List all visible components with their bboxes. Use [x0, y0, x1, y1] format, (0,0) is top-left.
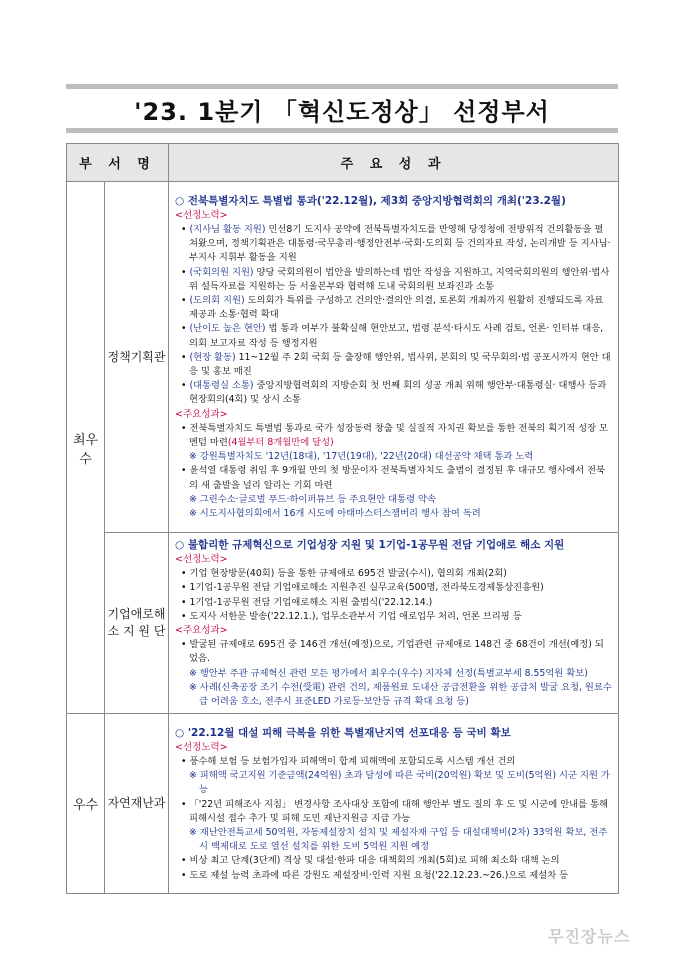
note-item: ※ 재난안전특교세 50억원, 자동제설장치 설치 및 제설자재 구입 등 대설대책비(2차) 33억원 확보, 전주시 백제대로 도로 열선 설치를 위한 도비 5억원 지원 예정	[189, 826, 608, 853]
note-item: ※ 시도지사협의회에서 16개 시도에 아태마스터스잼버리 행사 참여 독려	[189, 508, 481, 520]
effort-label: <선정노력>	[175, 741, 228, 753]
page-title: '23. 1분기 「혁신도정상」 선정부서	[134, 98, 550, 126]
table-row	[67, 533, 619, 714]
effort-label: <선정노력>	[175, 554, 228, 565]
note-item: ※ 강원특별자치도 '12년(18대), '17년(19대), '22년(20대) 대선공약 채택 통과 노력	[189, 451, 534, 463]
list-item: • 풍수해 보험 등 보험가입자 피해액이 합계 피해액에 포함되도록 시스템 개선 건의	[181, 755, 516, 767]
dept-column-header: 부 서 명	[67, 144, 169, 182]
result-cell	[169, 182, 619, 533]
list-item: • (국회의원 지원) 양당 국회의원이 법안을 발의하는데 법안 작성을 지원하고, 지역국회의원의 행안위·법사위 설득자료를 지원하는 등 서울본부와 협력해 도내 국회의원 보좌진과 소통	[181, 266, 610, 292]
result-cell	[169, 714, 619, 894]
list-item: • 윤석열 대통령 취임 후 9개월 만의 첫 방문이자 전북특별자치도 출범이 결정된 후 대규모 행사에서 전북의 새 출발을 널리 알리는 기회 마련	[181, 465, 605, 491]
list-item: • 도지사 서한문 발송('22.12.1.), 업무소관부서 기업 애로업무 처리, 언론 브리핑 등	[181, 610, 522, 622]
note-item: ※ 행안부 주관 규제혁신 관련 모든 평가에서 최우수(우수) 지자체 선정(특별교부세 8.55억원 확보)	[189, 667, 588, 679]
list-item: • 1기업-1공무원 전담 기업애로해소 지원 출범식('22.12.14.)	[181, 596, 433, 608]
awards-table	[66, 143, 619, 894]
list-item: • (도의회 지원) 도의회가 특위를 구성하고 건의안·결의안 의결, 토론회 개최까지 원활히 진행되도록 자료 제공과 소통·협력 확대	[181, 294, 604, 321]
list-item: • 도로 제설 능력 초과에 따른 강원도 제설장비·인력 지원 요청('22.12.23.~26.)으로 제설차 등	[181, 869, 569, 881]
result-label: <주요성과>	[175, 625, 228, 637]
list-item: • (대통령실 소통) 중앙지방협력회의 지방순회 첫 번째 회의 성공 개최 위해 행안부·대통령실· 대행사 등과 현장회의(4회) 및 상시 소통	[181, 380, 607, 406]
table-row	[67, 182, 619, 533]
dept-name: 기업애로해소 지 원 단	[105, 533, 169, 714]
list-item: • (현장 활동) 11~12월 주 2회 국회 등 출장해 행안위, 법사위, 본회의 및 국무회의·법 공포시까지 현안 대응 및 홍보 매진	[181, 351, 611, 377]
table-row	[67, 714, 619, 894]
result-cell	[169, 533, 619, 714]
table-header-row	[67, 144, 619, 182]
list-item: • 「'22년 피해조사 지침」 변경사항 조사대상 포함에 대해 행안부 별도 질의 후 도 및 시군에 안내를 통해 피해시설 접수 추가 및 피해 도민 재난지원금 지급 가능	[181, 798, 609, 824]
row-heading: ○ 전북특별자치도 특별법 통과('22.12월), 제3회 중앙지방협력회의 개최('23.2월)	[175, 194, 566, 207]
result-label: <주요성과>	[175, 408, 228, 420]
list-item: • 비상 최고 단계(3단계) 격상 및 대설·한파 대응 대책회의 개최(5회)로 피해 최소화 대책 논의	[181, 855, 560, 867]
note-item: ※ 그린수소·글로벌 푸드·하이퍼튜브 등 주요현안 대통령 약속	[189, 493, 436, 505]
dept-name: 자연재난과	[105, 714, 169, 894]
result-column-header: 주 요 성 과	[169, 144, 619, 182]
effort-label: <선정노력>	[175, 209, 228, 221]
list-item: • 전북특별자치도 특별법 통과로 국가 성장동력 창출 및 실질적 자치권 확보를 통한 전북의 획기적 성장 모멘텀 마련(4월부터 8개월만에 달성)	[181, 422, 609, 449]
watermark-logo: 무진장뉴스	[548, 927, 631, 946]
title-top-rule	[66, 84, 618, 89]
note-item: ※ 사례(신축공장 조기 수전(受電) 관련 건의, 제품원료 도내산 공급전환을 위한 공급처 발굴 요청, 원료수급 어려움 호소, 전주시 표준LED 가로등·보안등 규격 확대 요청 등)	[189, 681, 612, 708]
list-item: • (지사님 활동 지원) 민선8기 도지사 공약에 전북특별자치도를 반영해 당정청에 전방위적 건의활동을 펼쳐왔으며, 정책기획관은 대통령·국무총리·행정안전부·국회·도의회 등 건의자료 작성, 논리개발 등 지사님·부지사 지휘부 활동을 지원	[181, 223, 611, 264]
list-item: • (난이도 높은 현안) 법 통과 여부가 불확실해 현안보고, 법령 분석·타시도 사례 검토, 언론· 인터뷰 대응, 의회 보고자료 작성 등 행정지원	[181, 323, 604, 349]
row-heading: ○ 불합리한 규제혁신으로 기업성장 지원 및 1기업-1공무원 전담 기업애로 해소 지원	[175, 539, 565, 551]
list-item: • 기업 현장방문(40회) 등을 통한 규제애로 695건 발굴(수시), 협의회 개최(2회)	[181, 568, 507, 580]
list-item: • 1기업-1공무원 전담 기업애로해소 지원추진 실무교육(500명, 전라북도경제통상진흥원)	[181, 582, 544, 594]
grade-top: 최우수	[67, 182, 105, 714]
grade-excellent: 우수	[67, 714, 105, 894]
list-item: • 발굴된 규제애로 695건 중 146건 개선(예정)으로, 기업관련 규제애로 148건 중 68건이 개선(예정) 되었음.	[181, 639, 604, 665]
dept-name: 정책기획관	[105, 182, 169, 533]
note-item: ※ 피해액 국고지원 기준금액(24억원) 초과 달성에 따른 국비(20억원) 확보 및 도비(5억원) 시군 지원 가능	[189, 770, 610, 796]
row-heading: ○ '22.12월 대설 피해 극복을 위한 특별재난지역 선포대응 등 국비 확보	[175, 726, 511, 739]
title-bottom-rule	[66, 128, 618, 133]
